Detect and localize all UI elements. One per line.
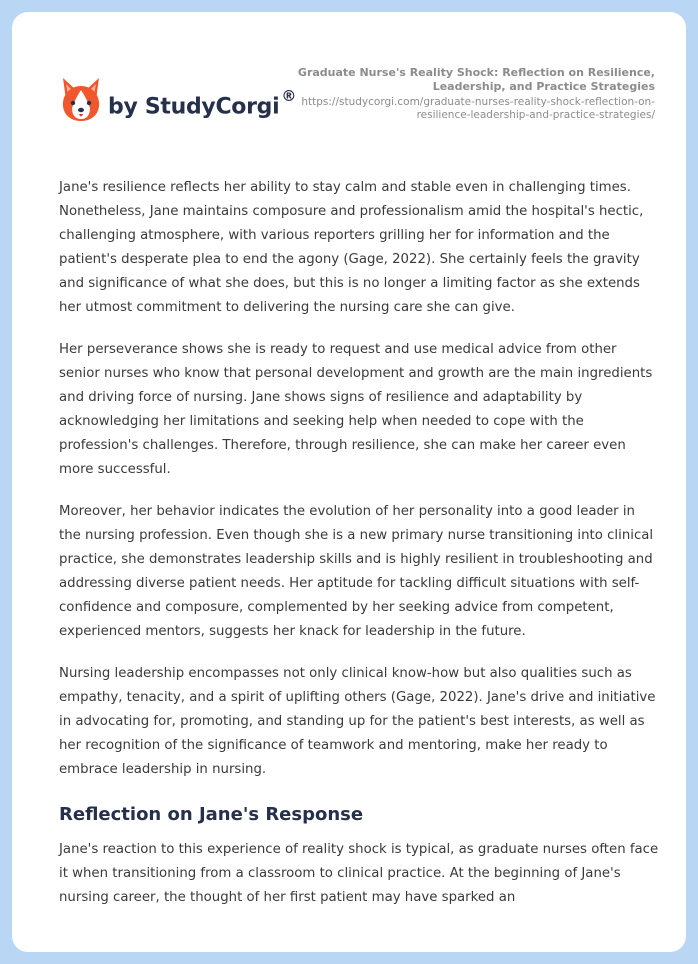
- body-paragraph: Nursing leadership encompasses not only clinical know-how but also qualities such as empathy, tenacity, and a spirit of uplifting others (Gage, 2022). Jane's drive and initiative in advocating for, promoting, and standing up for the patient's best interests, as well as her recognition of the significance of teamwork and mentoring, make her ready to embrace leadership in nursing.: [59, 666, 656, 777]
- studycorgi-logo[interactable]: [60, 76, 296, 122]
- registered-mark: ®: [281, 86, 297, 105]
- document-url[interactable]: https://studycorgi.com/graduate-nurses-reality-shock-reflection-on-resilience-leadership-and-practice-strategies/: [301, 96, 655, 121]
- section-heading: Reflection on Jane's Response: [59, 804, 364, 825]
- body-paragraph: Moreover, her behavior indicates the evolution of her personality into a good leader in the nursing profession. Even though she is a new primary nurse transitioning into clinical practice, she demonstrates leadership skills and is highly resilient in troubleshooting and addressing diverse patient needs. Her aptitude for tackling difficult situations with self-confidence and composure, complemented by her seeking advice from competent, experienced mentors, suggests her knack for leadership in the future.: [59, 504, 654, 639]
- body-paragraph: Jane's resilience reflects her ability to stay calm and stable even in challenging times. Nonetheless, Jane maintains composure and professionalism amid the hospital's hectic, challenging atmosphere, with various reporters grilling her for information and the patient's desperate plea to end the agony (Gage, 2022). She certainly feels the gravity and significance of what she does, but this is no longer a limiting factor as she extends her utmost commitment to delivering the nursing care she can give.: [59, 180, 644, 315]
- brand-name: by StudyCorgi ®: [108, 86, 297, 120]
- corgi-logo-icon: [60, 76, 102, 122]
- body-paragraph: Her perseverance shows she is ready to request and use medical advice from other senior nurses who know that personal development and growth are the main ingredients and driving force of nursing. Jane shows signs of resilience and adaptability by acknowledging her limitations and seeking help when needed to cope with the profession's challenges. Therefore, through resilience, she can make her career even more successful.: [59, 342, 653, 477]
- document-page: [12, 12, 686, 952]
- body-paragraph: Jane's reaction to this experience of reality shock is typical, as graduate nurses often face it when transitioning from a classroom to clinical practice. At the beginning of Jane's nursing career, the thought of her first patient may have sparked an: [59, 842, 659, 905]
- document-title: Graduate Nurse's Reality Shock: Reflection on Resilience, Leadership, and Practice Strategies: [297, 66, 655, 93]
- document-meta: [275, 66, 655, 122]
- document-body: [59, 176, 659, 928]
